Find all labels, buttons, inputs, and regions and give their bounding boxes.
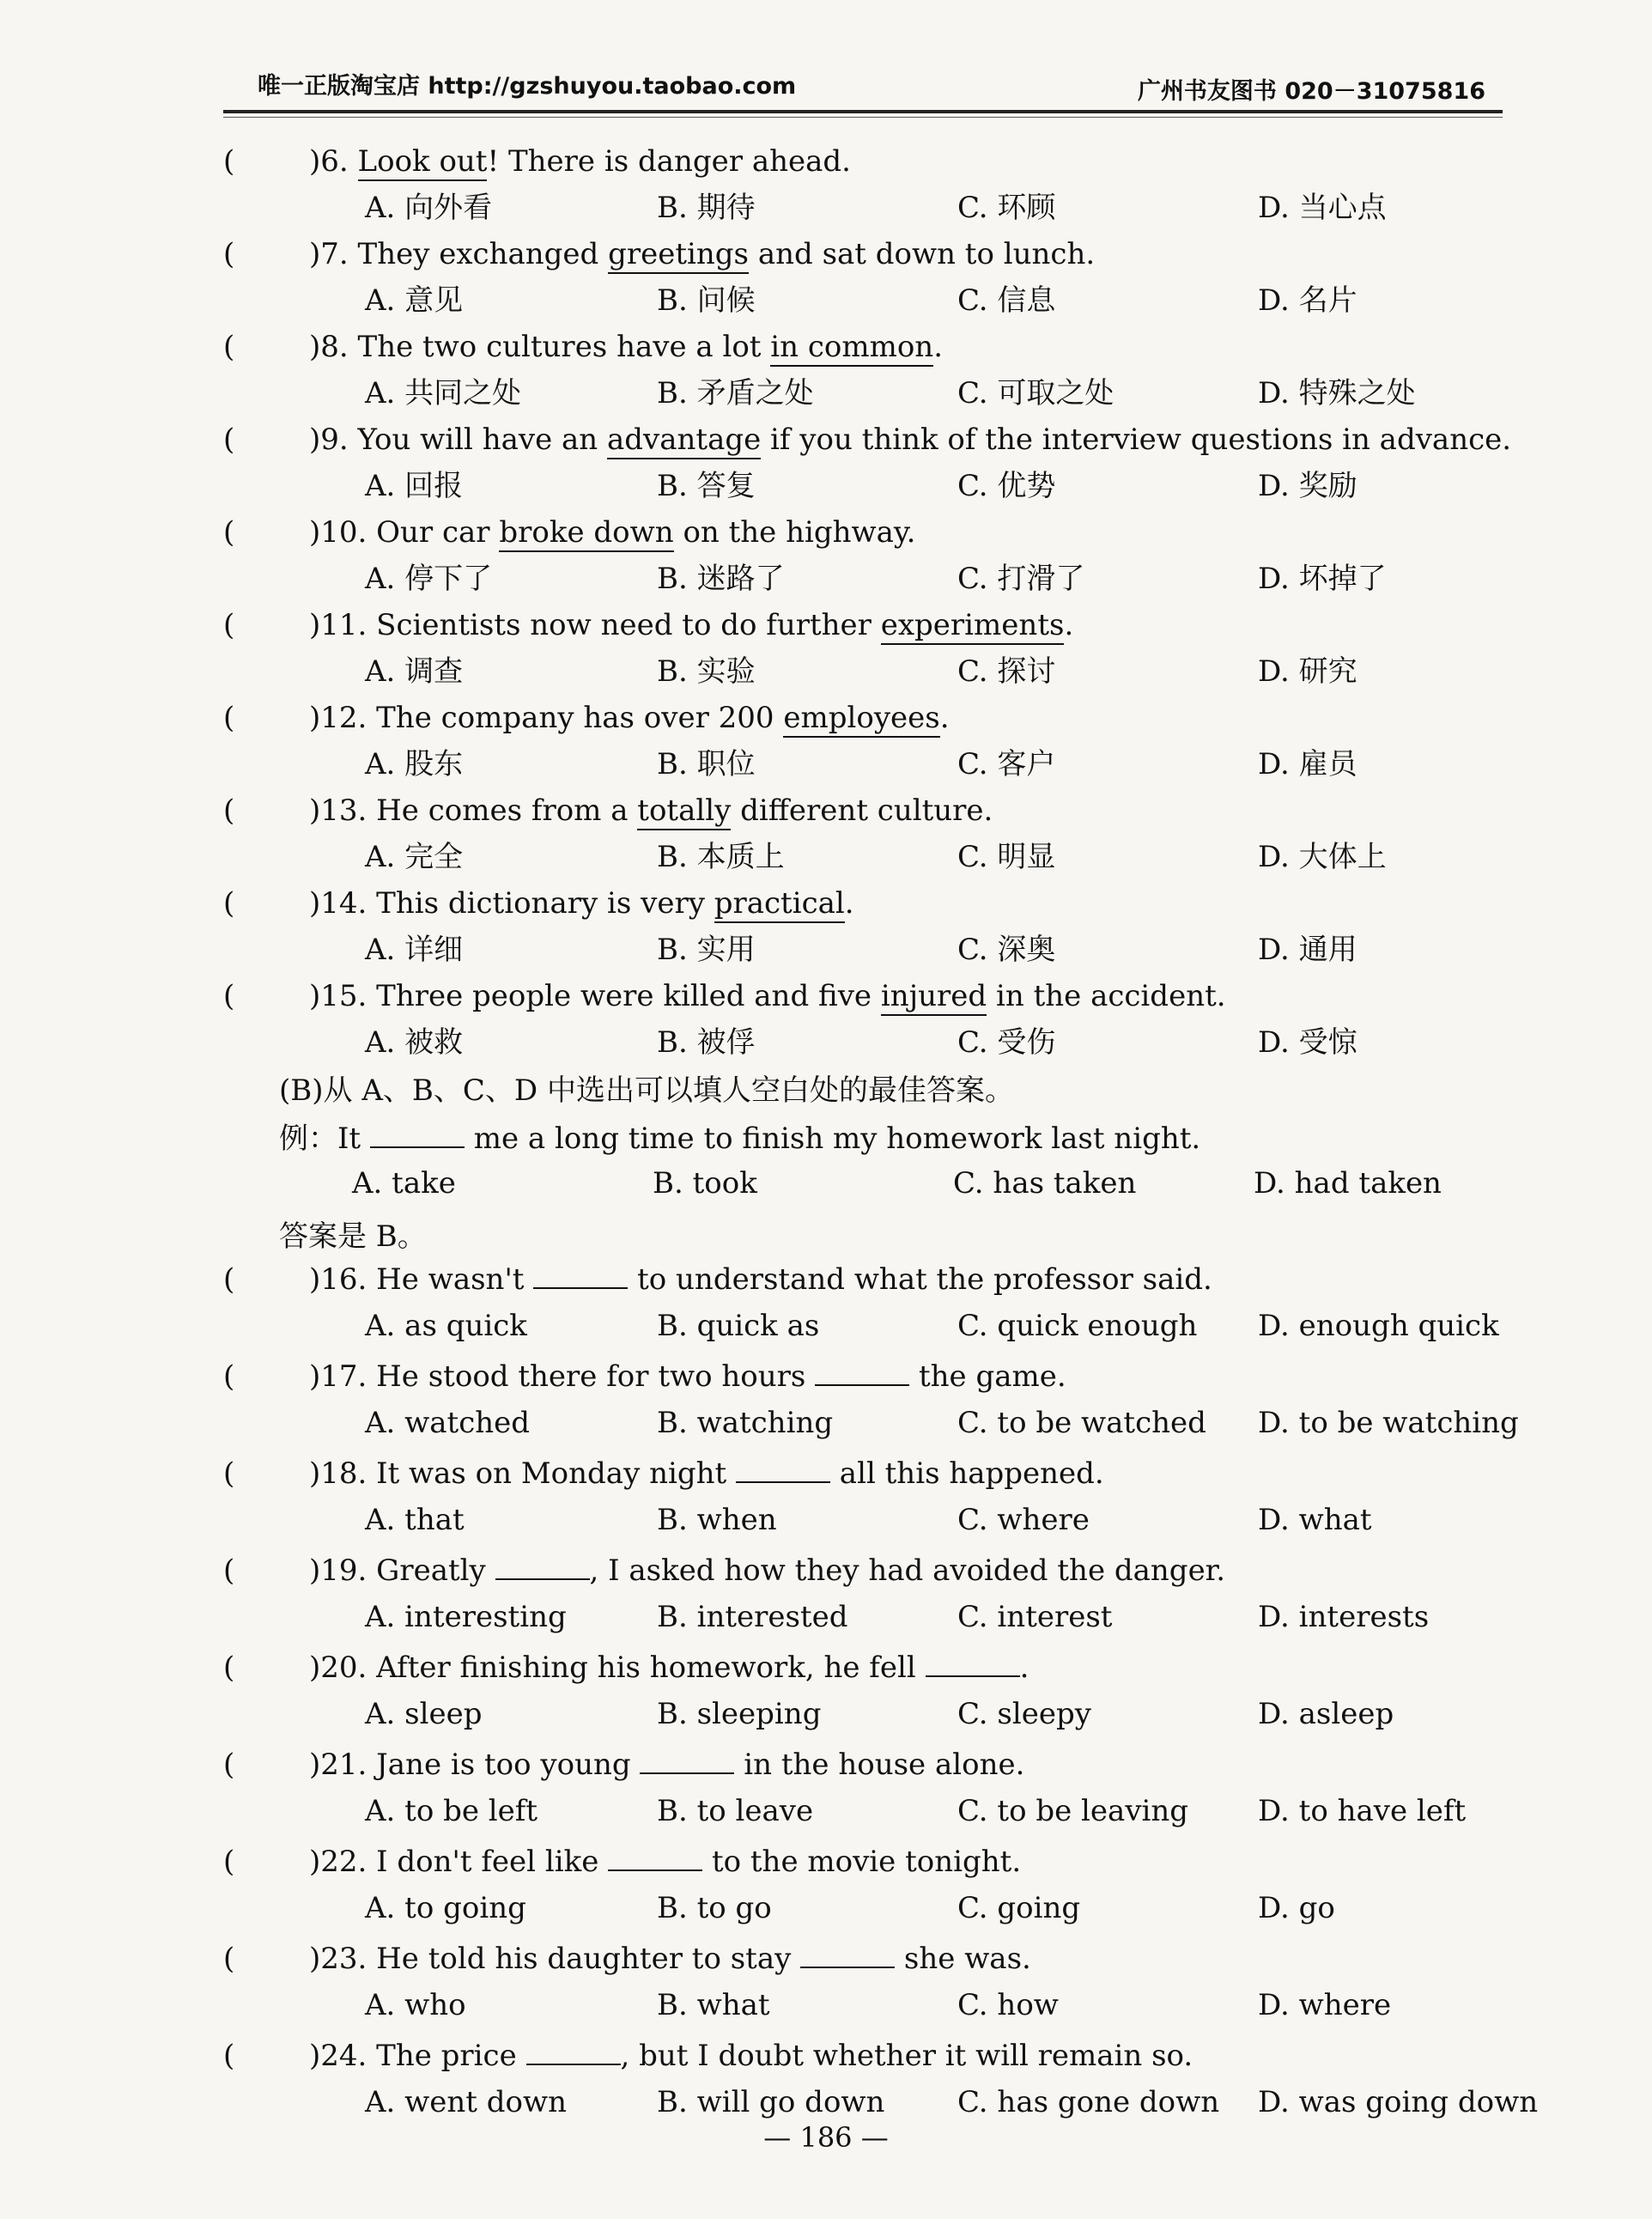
question-number: )13.: [309, 793, 377, 828]
option-c[interactable]: C. sleepy: [957, 1697, 1091, 1731]
question-stem: [309, 137, 851, 185]
underlined-term: employees: [783, 701, 939, 738]
option-c[interactable]: C. 客户: [957, 747, 1056, 781]
question-stem: [309, 323, 943, 371]
option-b[interactable]: B. 实用: [657, 933, 756, 967]
underlined-term: practical: [714, 886, 845, 923]
question-number: )8.: [309, 330, 358, 364]
option-d[interactable]: D. 奖励: [1258, 469, 1357, 503]
question-stem: [309, 1547, 1225, 1595]
option-a[interactable]: A. 股东: [365, 747, 464, 781]
option-a[interactable]: A. interesting: [365, 1600, 567, 1634]
option-b[interactable]: B. will go down: [657, 2085, 885, 2119]
stem-pre: Greatly: [376, 1553, 495, 1588]
question-number: )20.: [309, 1651, 377, 1685]
example-option-c: C. has taken: [953, 1166, 1137, 1201]
page-number: — 186 —: [763, 2121, 889, 2154]
stem-pre: The company has over 200: [376, 701, 784, 735]
question-number: )14.: [309, 886, 377, 921]
question-stem: [309, 230, 1095, 278]
question-11: [223, 601, 1485, 694]
option-c[interactable]: C. 信息: [957, 283, 1056, 318]
question-stem: [309, 879, 854, 927]
option-a[interactable]: A. 详细: [365, 933, 464, 967]
stem-post: if you think of the interview questions in advance.: [761, 423, 1512, 457]
question-stem: [309, 1353, 1066, 1401]
stem-pre: After finishing his homework, he fell: [376, 1651, 926, 1685]
option-b[interactable]: B. 实验: [657, 654, 756, 689]
question-number: )18.: [309, 1456, 377, 1491]
underlined-term: totally: [637, 793, 731, 830]
options-row: [223, 556, 1485, 601]
option-d[interactable]: D. to have left: [1258, 1794, 1467, 1828]
fill-blank[interactable]: [495, 1553, 590, 1580]
fill-blank[interactable]: [800, 1941, 895, 1968]
question-22: [223, 1838, 1485, 1930]
stem-pre: It was on Monday night: [376, 1456, 736, 1491]
option-b[interactable]: B. 问候: [657, 283, 756, 318]
option-c[interactable]: C. 优势: [957, 469, 1056, 503]
answer-paren[interactable]: (: [223, 886, 235, 921]
answer-paren[interactable]: (: [223, 515, 235, 550]
option-d[interactable]: D. interests: [1258, 1600, 1430, 1634]
option-b[interactable]: B. 被俘: [657, 1025, 756, 1060]
options-row: [223, 464, 1485, 508]
stem-pre: The two cultures have a lot: [357, 330, 771, 364]
answer-paren[interactable]: (: [223, 793, 235, 828]
stem-post: to understand what the professor said.: [628, 1262, 1212, 1297]
question-number: )22.: [309, 1845, 377, 1879]
option-c[interactable]: C. to be leaving: [957, 1794, 1189, 1828]
option-b[interactable]: B. 迷路了: [657, 562, 785, 596]
answer-paren[interactable]: (: [223, 2039, 235, 2073]
option-d[interactable]: D. to be watching: [1258, 1406, 1519, 1440]
answer-paren[interactable]: (: [223, 1359, 235, 1394]
option-c[interactable]: C. 可取之处: [957, 376, 1114, 410]
stem-pre: He stood there for two hours: [376, 1359, 816, 1394]
stem-post: in the house alone.: [734, 1748, 1025, 1782]
option-b[interactable]: B. 职位: [657, 747, 756, 781]
option-b[interactable]: B. to go: [657, 1891, 772, 1925]
option-d[interactable]: D. what: [1258, 1503, 1372, 1537]
options-row: [223, 1595, 1485, 1639]
underlined-term: broke down: [499, 515, 673, 552]
fill-blank[interactable]: [608, 1844, 702, 1871]
question-number: )7.: [309, 237, 358, 271]
option-a[interactable]: A. sleep: [365, 1697, 483, 1731]
option-a[interactable]: A. 停下了: [365, 562, 493, 596]
fill-blank[interactable]: [926, 1650, 1020, 1677]
question-19: [223, 1547, 1485, 1639]
header-rule-thin: [223, 117, 1503, 118]
example-pre: 例：It: [279, 1122, 370, 1156]
option-b[interactable]: B. when: [657, 1503, 777, 1537]
question-9: [223, 416, 1512, 508]
stem-post: to the movie tonight.: [702, 1845, 1022, 1879]
answer-paren[interactable]: (: [223, 1456, 235, 1491]
option-c[interactable]: C. has gone down: [957, 2085, 1220, 2119]
stem-post: ! There is danger ahead.: [487, 144, 851, 179]
option-b[interactable]: B. 矛盾之处: [657, 376, 814, 410]
question-number: )21.: [309, 1748, 377, 1782]
example-option-a: A. take: [352, 1166, 456, 1201]
header-rule: [223, 110, 1503, 113]
example-options: [223, 1161, 1485, 1206]
option-d[interactable]: D. 特殊之处: [1258, 376, 1416, 410]
answer-paren[interactable]: (: [223, 1942, 235, 1976]
question-stem: [309, 1255, 1212, 1304]
underlined-term: greetings: [608, 237, 749, 274]
option-c[interactable]: C. how: [957, 1988, 1059, 2022]
options-row: [223, 1983, 1485, 2027]
question-number: )23.: [309, 1942, 377, 1976]
question-stem: [309, 416, 1511, 464]
option-c[interactable]: C. going: [957, 1891, 1081, 1925]
option-a[interactable]: A. 被救: [365, 1025, 464, 1060]
question-number: )10.: [309, 515, 377, 550]
option-a[interactable]: A. 共同之处: [365, 376, 522, 410]
fill-blank[interactable]: [640, 1747, 734, 1774]
option-c[interactable]: C. 深奥: [957, 933, 1056, 967]
question-stem: [309, 601, 1073, 649]
option-a[interactable]: A. to going: [365, 1891, 526, 1925]
stem-pre: Scientists now need to do further: [376, 608, 881, 642]
stem-pre: He wasn't: [376, 1262, 534, 1297]
stem-post: in the accident.: [987, 979, 1226, 1013]
option-d[interactable]: D. where: [1258, 1988, 1392, 2022]
option-d[interactable]: D. 雇员: [1258, 747, 1357, 781]
question-24: [223, 2032, 1539, 2125]
fill-blank[interactable]: [533, 1261, 628, 1289]
option-a[interactable]: A. 回报: [365, 469, 464, 503]
stem-post: .: [939, 701, 950, 735]
answer-paren[interactable]: (: [223, 1651, 235, 1685]
options-row: [223, 1789, 1485, 1833]
question-20: [223, 1644, 1485, 1736]
underlined-term: experiments: [881, 608, 1065, 645]
option-d[interactable]: D. 坏掉了: [1258, 562, 1387, 596]
question-number: )12.: [309, 701, 377, 735]
question-number: )24.: [309, 2039, 377, 2073]
option-a[interactable]: A. 调查: [365, 654, 464, 689]
stem-pre: He told his daughter to stay: [376, 1942, 801, 1976]
stem-pre: The price: [376, 2039, 526, 2073]
option-c[interactable]: C. 打滑了: [957, 562, 1085, 596]
question-18: [223, 1450, 1485, 1542]
stem-post: and sat down to lunch.: [749, 237, 1096, 271]
stem-pre: You will have an: [357, 423, 607, 457]
stem-pre: He comes from a: [376, 793, 638, 828]
stem-post: , I asked how they had avoided the danger.: [589, 1553, 1226, 1588]
stem-post: .: [1064, 608, 1074, 642]
option-a[interactable]: A. to be left: [365, 1794, 538, 1828]
stem-post: .: [1019, 1651, 1029, 1685]
answer-paren[interactable]: (: [223, 1553, 235, 1588]
answer-paren[interactable]: (: [223, 237, 235, 271]
option-b[interactable]: B. 答复: [657, 469, 756, 503]
stem-pre: They exchanged: [357, 237, 609, 271]
underlined-term: in common: [770, 330, 933, 367]
option-b[interactable]: B. to leave: [657, 1794, 814, 1828]
section-b-title: (B)从 A、B、C、D 中选出可以填人空白处的最佳答案。: [279, 1073, 1014, 1108]
underlined-term: injured: [881, 979, 987, 1016]
question-12: [223, 694, 1485, 787]
option-a[interactable]: A. 意见: [365, 283, 464, 318]
example-blank: [370, 1121, 465, 1148]
stem-pre: Three people were killed and five: [376, 979, 881, 1013]
answer-paren[interactable]: (: [223, 1262, 235, 1297]
option-c[interactable]: C. 探讨: [957, 654, 1056, 689]
option-d[interactable]: D. 当心点: [1258, 191, 1387, 225]
question-number: )11.: [309, 608, 377, 642]
question-16: [223, 1255, 1499, 1348]
answer-paren[interactable]: (: [223, 1748, 235, 1782]
stem-post: .: [933, 330, 944, 364]
example-option-b: B. took: [653, 1166, 757, 1201]
options-row: [223, 742, 1485, 787]
question-stem: [309, 508, 915, 556]
answer-paren[interactable]: (: [223, 330, 235, 364]
stem-post: all this happened.: [830, 1456, 1104, 1491]
stem-post: she was.: [895, 1942, 1031, 1976]
options-row: [223, 1886, 1485, 1930]
header-publisher-info: 广州书友图书 020－31075816: [1137, 78, 1485, 105]
answer-paren[interactable]: (: [223, 1845, 235, 1879]
question-21: [223, 1741, 1485, 1833]
example-sentence: [279, 1115, 1200, 1157]
option-a[interactable]: A. 向外看: [365, 191, 493, 225]
stem-post: the game.: [909, 1359, 1066, 1394]
option-a[interactable]: A. watched: [365, 1406, 531, 1440]
options-row: [223, 1304, 1499, 1348]
example-post: me a long time to finish my homework last night.: [464, 1122, 1201, 1156]
options-row: [223, 649, 1485, 694]
option-c[interactable]: C. interest: [957, 1600, 1113, 1634]
question-23: [223, 1935, 1485, 2027]
underlined-term: advantage: [607, 423, 761, 459]
option-d[interactable]: D. 名片: [1258, 283, 1357, 318]
question-number: )6.: [309, 144, 358, 179]
answer-paren[interactable]: (: [223, 608, 235, 642]
question-stem: [309, 1838, 1021, 1886]
question-15: [223, 972, 1485, 1065]
stem-pre: This dictionary is very: [376, 886, 714, 921]
question-7: [223, 230, 1485, 323]
fill-blank[interactable]: [736, 1456, 830, 1483]
option-a[interactable]: A. who: [365, 1988, 466, 2022]
answer-paren[interactable]: (: [223, 144, 235, 179]
question-6: [223, 137, 1485, 230]
stem-pre: I don't feel like: [376, 1845, 609, 1879]
stem-post: .: [844, 886, 854, 921]
option-c[interactable]: C. 明显: [957, 840, 1056, 874]
question-stem: [309, 1741, 1024, 1789]
option-d[interactable]: D. enough quick: [1258, 1309, 1499, 1343]
option-d[interactable]: D. asleep: [1258, 1697, 1394, 1731]
option-b[interactable]: B. 期待: [657, 191, 756, 225]
option-a[interactable]: A. 完全: [365, 840, 464, 874]
options-row: [223, 185, 1485, 230]
question-stem: [309, 972, 1226, 1020]
option-b[interactable]: B. sleeping: [657, 1697, 822, 1731]
question-number: )16.: [309, 1262, 377, 1297]
answer-paren[interactable]: (: [223, 423, 235, 457]
question-stem: [309, 2032, 1193, 2080]
option-a[interactable]: A. that: [365, 1503, 465, 1537]
question-number: )17.: [309, 1359, 377, 1394]
option-d[interactable]: D. was going down: [1258, 2085, 1539, 2119]
answer-paren[interactable]: (: [223, 979, 235, 1013]
fill-blank[interactable]: [526, 2038, 621, 2065]
option-d[interactable]: D. 大体上: [1258, 840, 1387, 874]
question-8: [223, 323, 1485, 416]
fill-blank[interactable]: [815, 1359, 909, 1386]
stem-pre: Our car: [376, 515, 500, 550]
options-row: [223, 2080, 1539, 2125]
options-row: [223, 927, 1485, 972]
option-a[interactable]: A. went down: [365, 2085, 567, 2119]
option-d[interactable]: D. go: [1258, 1891, 1335, 1925]
option-c[interactable]: C. quick enough: [957, 1309, 1198, 1343]
option-c[interactable]: C. where: [957, 1503, 1090, 1537]
question-10: [223, 508, 1485, 601]
options-row: [223, 1020, 1485, 1065]
question-stem: [309, 787, 993, 835]
question-14: [223, 879, 1485, 972]
option-b[interactable]: B. 本质上: [657, 840, 785, 874]
option-d[interactable]: D. 通用: [1258, 933, 1357, 967]
question-17: [223, 1353, 1519, 1445]
answer-paren[interactable]: (: [223, 701, 235, 735]
option-c[interactable]: C. 环顾: [957, 191, 1056, 225]
options-row: [223, 278, 1485, 323]
header-shop-info: 唯一正版淘宝店 http://gzshuyou.taobao.com: [258, 73, 797, 100]
options-row: [223, 835, 1485, 879]
option-d[interactable]: D. 研究: [1258, 654, 1357, 689]
stem-pre: Jane is too young: [376, 1748, 641, 1782]
example-answer: 答案是 B。: [279, 1219, 427, 1254]
question-number: )15.: [309, 979, 377, 1013]
options-row: [223, 371, 1485, 416]
question-stem: [309, 694, 950, 742]
stem-post: different culture.: [731, 793, 993, 828]
option-b[interactable]: B. interested: [657, 1600, 848, 1634]
option-c[interactable]: C. to be watched: [957, 1406, 1206, 1440]
question-stem: [309, 1935, 1031, 1983]
options-row: [223, 1401, 1519, 1445]
question-number: )9.: [309, 423, 358, 457]
question-stem: [309, 1450, 1104, 1498]
option-a[interactable]: A. as quick: [365, 1309, 527, 1343]
options-row: [223, 1498, 1485, 1542]
options-row: [223, 1692, 1485, 1736]
option-b[interactable]: B. watching: [657, 1406, 834, 1440]
option-b[interactable]: B. what: [657, 1988, 770, 2022]
option-c[interactable]: C. 受伤: [957, 1025, 1056, 1060]
example-option-d: D. had taken: [1254, 1166, 1442, 1201]
underlined-term: Look out: [358, 144, 488, 181]
stem-post: , but I doubt whether it will remain so.: [620, 2039, 1193, 2073]
question-number: )19.: [309, 1553, 377, 1588]
question-13: [223, 787, 1485, 879]
option-d[interactable]: D. 受惊: [1258, 1025, 1357, 1060]
option-b[interactable]: B. quick as: [657, 1309, 820, 1343]
question-stem: [309, 1644, 1029, 1692]
stem-post: on the highway.: [673, 515, 916, 550]
